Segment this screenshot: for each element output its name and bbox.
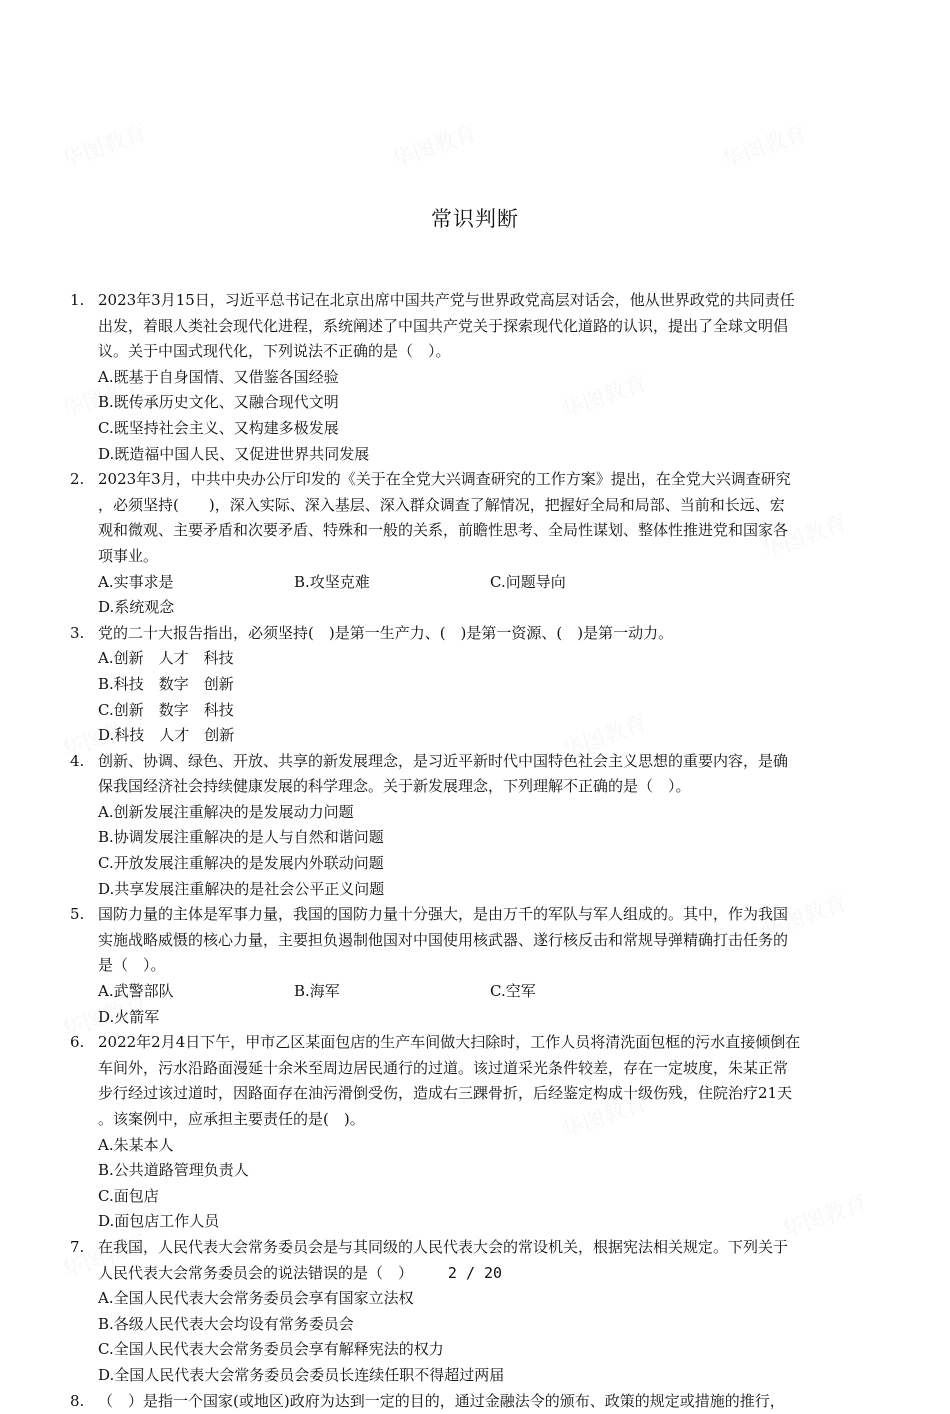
answer-option[interactable]: A.实事求是 [98, 572, 174, 591]
question-line [70, 288, 872, 314]
answer-option[interactable]: C.开放发展注重解决的是发展内外联动问题 [98, 854, 384, 873]
question-line [70, 1030, 872, 1056]
question-number: 4. [70, 751, 85, 770]
answer-option[interactable]: A.既基于自身国情、又借鉴各国经验 [98, 367, 339, 386]
answer-option[interactable]: A.朱某本人 [98, 1135, 174, 1154]
question-item [70, 288, 872, 467]
question-indent [70, 544, 98, 570]
question-text: 2022年2月4日下午，甲市乙区某面包店的生产车间做大扫除时，工作人员将清洗面包框的污水直接倾倒在 [98, 1033, 801, 1052]
question-indent [70, 774, 98, 800]
question-number: 2. [70, 470, 85, 489]
question-number: 6. [70, 1033, 85, 1052]
page-separator: / [465, 1264, 475, 1282]
question-item [70, 902, 872, 1030]
question-indent [70, 493, 98, 519]
question-indent [70, 314, 98, 340]
total-pages: 20 [484, 1264, 503, 1282]
question-item [70, 621, 872, 749]
option-group [70, 1133, 872, 1235]
watermark-logo [387, 116, 480, 175]
answer-option[interactable]: C.创新 数字 科技 [98, 700, 234, 719]
answer-option[interactable]: B.既传承历史文化、又融合现代文明 [98, 393, 339, 412]
question-number: 5. [70, 905, 85, 924]
question-text: 步行经过该过道时，因路面存在油污滑倒受伤，造成右三踝骨折，后经鉴定构成十级伤残，住院治疗21天 [98, 1084, 793, 1103]
option-group [70, 570, 872, 621]
answer-option[interactable]: A.创新发展注重解决的是发展动力问题 [98, 802, 354, 821]
answer-option[interactable]: C.空军 [490, 982, 536, 1001]
question-text: 人民代表大会常务委员会的说法错误的是（ ） [98, 1263, 414, 1282]
question-number: 7. [70, 1237, 85, 1256]
question-item [70, 467, 872, 621]
answer-option[interactable]: B.攻坚克难 [294, 572, 370, 591]
question-text: 车间外，污水沿路面漫延十余米至周边居民通行的过道。该过道采光条件较差，存在一定坡度，朱某正常 [98, 1058, 789, 1077]
question-text: 议。关于中国式现代化，下列说法不正确的是（ ）。 [98, 342, 451, 361]
answer-option[interactable]: D.共享发展注重解决的是社会公平正义问题 [98, 879, 385, 898]
question-line [70, 1081, 872, 1107]
question-line [70, 467, 872, 493]
question-line [70, 314, 872, 340]
option-group [70, 646, 872, 748]
answer-option[interactable]: B.协调发展注重解决的是人与自然和谐问题 [98, 828, 384, 847]
watermark-logo [717, 116, 810, 175]
question-line [70, 1235, 872, 1261]
watermark-logo [57, 116, 150, 175]
answer-option[interactable]: C.面包店 [98, 1186, 159, 1205]
option-group [70, 365, 872, 467]
question-text: （ ）是指一个国家(或地区)政府为达到一定的目的，通过金融法令的颁布、政策的规定或措施的推行， [98, 1391, 785, 1410]
answer-option[interactable]: C.问题导向 [490, 572, 566, 591]
question-indent [70, 339, 98, 365]
question-text: 2023年3月15日，习近平总书记在北京出席中国共产党与世界政党高层对话会，他从世界政党的共同责任 [98, 291, 795, 309]
question-text: 是（ ）。 [98, 956, 166, 975]
question-number: 1. [70, 291, 85, 309]
question-line [70, 339, 872, 365]
answer-option[interactable]: D.全国人民代表大会常务委员会委员长连续任职不得超过两届 [98, 1365, 505, 1384]
question-line [70, 1389, 872, 1414]
answer-option[interactable]: B.各级人民代表大会均设有常务委员会 [98, 1314, 354, 1333]
question-list [70, 288, 872, 1414]
answer-option[interactable]: A.武警部队 [98, 982, 174, 1001]
question-text: 出发，着眼人类社会现代化进程，系统阐述了中国共产党关于探索现代化道路的认识，提出了全球文明倡 [98, 316, 789, 335]
question-line [70, 774, 872, 800]
answer-option[interactable]: B.公共道路管理负责人 [98, 1161, 249, 1180]
question-text: 观和微观、主要矛盾和次要矛盾、特殊和一般的关系，前瞻性思考、全局性谋划、整体性推进党和国家各 [98, 521, 789, 540]
page-title: 常识判断 [431, 207, 519, 231]
question-indent [70, 1081, 98, 1107]
question-text: ，必须坚持( )，深入实际、深入基层、深入群众调查了解情况，把握好全局和局部、当前和长远、宏 [98, 495, 785, 514]
question-text: 项事业。 [98, 546, 159, 565]
question-text: 实施战略威慑的核心力量，主要担负遏制他国对中国使用核武器、遂行核反击和常规导弹精确打击任务的 [98, 930, 789, 949]
question-text: 党的二十大报告指出，必须坚持( )是第一生产力、( )是第一资源、( )是第一动力。 [98, 623, 674, 642]
answer-option[interactable]: A.创新 人才 科技 [98, 649, 234, 668]
question-item [70, 1030, 872, 1235]
question-indent [70, 518, 98, 544]
question-line [70, 902, 872, 928]
question-line [70, 749, 872, 775]
question-text: 国防力量的主体是军事力量，我国的国防力量十分强大，是由万千的军队与军人组成的。其中，作为我国 [98, 905, 789, 924]
question-item [70, 1389, 872, 1414]
answer-option[interactable]: B.海军 [294, 982, 340, 1001]
question-indent [70, 928, 98, 954]
answer-option[interactable]: D.火箭军 [98, 1007, 160, 1026]
question-indent [70, 1056, 98, 1082]
answer-option[interactable]: D.既造福中国人民、又促进世界共同发展 [98, 444, 370, 463]
question-text: 在我国，人民代表大会常务委员会是与其同级的人民代表大会的常设机关，根据宪法相关规定。下列关于 [98, 1237, 789, 1256]
option-group [70, 1286, 872, 1388]
current-page: 2 [447, 1264, 457, 1282]
question-item [70, 1235, 872, 1389]
question-indent [70, 1107, 98, 1133]
question-text: 。该案例中，应承担主要责任的是( )。 [98, 1110, 365, 1128]
page-number-footer [0, 1264, 950, 1282]
question-number: 3. [70, 623, 85, 642]
answer-option[interactable]: B.科技 数字 创新 [98, 674, 234, 693]
question-text: 保我国经济社会持续健康发展的科学理念。关于新发展理念，下列理解不正确的是（ ）。 [98, 777, 691, 796]
question-line [70, 493, 872, 519]
question-text: 创新、协调、绿色、开放、共享的新发展理念，是习近平新时代中国特色社会主义思想的重要内容，是确 [98, 751, 789, 770]
question-line [70, 953, 872, 979]
answer-option[interactable]: D.科技 人才 创新 [98, 726, 235, 745]
answer-option[interactable]: D.系统观念 [98, 598, 175, 617]
answer-option[interactable]: A.全国人民代表大会常务委员会享有国家立法权 [98, 1289, 414, 1308]
option-group [70, 979, 872, 1030]
question-line [70, 621, 872, 647]
question-line [70, 1056, 872, 1082]
question-number: 8. [70, 1391, 85, 1410]
question-item [70, 749, 872, 903]
question-line [70, 1107, 872, 1133]
question-indent [70, 953, 98, 979]
option-group [70, 800, 872, 902]
question-text: 2023年3月，中共中央办公厅印发的《关于在全党大兴调查研究的工作方案》提出，在全党大兴调查研究 [98, 470, 791, 489]
answer-option[interactable]: C.全国人民代表大会常务委员会享有解释宪法的权力 [98, 1340, 444, 1359]
question-line [70, 518, 872, 544]
question-line [70, 928, 872, 954]
answer-option[interactable]: D.面包店工作人员 [98, 1212, 220, 1231]
answer-option[interactable]: C.既坚持社会主义、又构建多极发展 [98, 418, 339, 437]
question-line [70, 544, 872, 570]
